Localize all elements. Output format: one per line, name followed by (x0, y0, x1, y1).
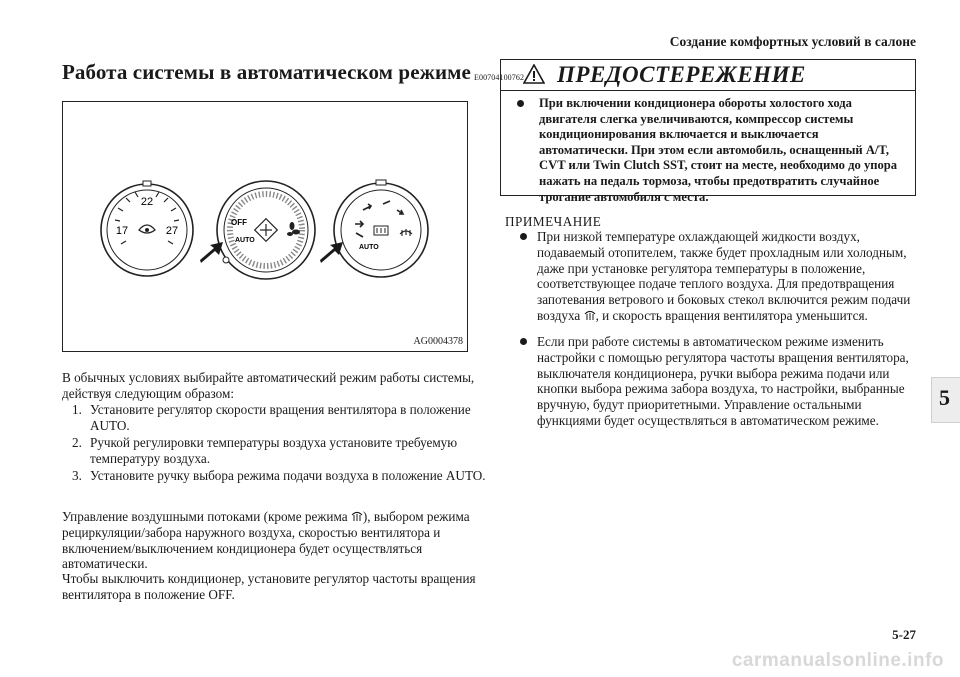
intro-paragraph: В обычных условиях выбирайте автоматический режим работы системы, действуя следующим образом: (62, 370, 475, 401)
temp-low-label: 17 (115, 225, 129, 237)
windshield-defrost-icon (351, 510, 363, 522)
climate-control-illustration (63, 102, 469, 353)
note-item-2-text: Если при работе системы в автоматическом режиме изменить настройки с помощью регулятора частоты вращения вентилятора, выключателя кондиционера, ручки выбора режима подачи или кнопки выбора режима забора воздуха, то настройки, выбранные вручную, будут приоритетными. Управление остальными функциями будет осуществляться в автоматическом режиме. (537, 334, 909, 428)
step-text: Установите регулятор скорости вращения вентилятора в положение AUTO. (90, 402, 471, 433)
list-item (62, 435, 492, 467)
note-item-1 (520, 229, 920, 324)
step-number: 1. (72, 402, 82, 417)
airflow-paragraph (62, 509, 492, 572)
bullet-icon (517, 100, 524, 107)
chapter-tab-number: 5 (939, 385, 950, 410)
bullet-icon (520, 233, 527, 240)
arrow-to-fan-dial (200, 242, 223, 263)
warning-box (500, 59, 916, 204)
section-title-text: Работа системы в автоматическом режиме (62, 60, 471, 84)
temperature-dial (101, 181, 193, 276)
list-item (62, 402, 492, 434)
bullet-icon (520, 338, 527, 345)
windshield-defrost-icon (400, 229, 412, 236)
warning-title: ПРЕДОСТЕРЕЖЕНИЕ (557, 62, 806, 87)
mode-auto-label: AUTO (359, 244, 379, 251)
airflow-text-end: ), выбором режима рециркуляции/забора наружного воздуха, скоростью вентилятора и включением/выключением кондиционера будет осуществляться автоматически. (62, 509, 470, 572)
warning-header (501, 60, 915, 91)
fan-speed-dial (217, 181, 315, 279)
step-text: Установите ручку выбора режима подачи воздуха в положение AUTO. (90, 468, 486, 484)
list-item (62, 468, 492, 484)
fan-auto-label: AUTO (235, 237, 255, 244)
watermark: carmanualsonline.info (731, 650, 944, 671)
mode-dial (334, 180, 428, 277)
windshield-defrost-icon (584, 309, 596, 321)
climate-control-figure (62, 101, 468, 352)
running-header: Создание комфортных условий в салоне (669, 34, 916, 49)
ac-off-paragraph: Чтобы выключить кондиционер, установите регулятор частоты вращения вентилятора в положение OFF. (62, 571, 476, 602)
temp-high-label: 27 (165, 225, 179, 237)
step-number: 3. (72, 468, 82, 484)
warning-body (517, 96, 905, 205)
step-number: 2. (72, 435, 82, 451)
note-item-1-text-end: , и скорость вращения вентилятора уменьшится. (595, 307, 868, 323)
note-item-2 (520, 334, 920, 429)
temp-mid-label: 22 (140, 196, 154, 208)
chapter-tab (931, 377, 960, 423)
airflow-text-start: Управление воздушными потоками (кроме режима (62, 509, 351, 524)
note-item-1-text-start: При низкой температуре охлаждающей жидкости воздух, подаваемый отопителем, также будет прохладным или холодным, даже при установке регулятора температуры в положение, соответствующее подаче теплого воздуха. Для предотвращения запотевания ветрового и боковых стекол включится режим подачи воздуха (537, 229, 911, 323)
note-label: ПРИМЕЧАНИЕ (505, 214, 602, 229)
warning-text: При включении кондиционера обороты холостого хода двигателя слегка увеличиваются, компрессор системы кондиционирования включается и выключается автоматически. При этом если автомобиль, оснащенный A/T, CVT или Twin Clutch SST, стоит на месте, необходимо до упора нажать на педаль тормоза, чтобы предотвратить случайное трогание автомобиля с места. (539, 96, 898, 204)
page-number: 5-27 (892, 627, 916, 642)
fan-off-label: OFF (231, 218, 247, 227)
step-text: Ручкой регулировки температуры воздуха установите требуемую температуру воздуха. (90, 435, 458, 466)
section-code: E00704100762 (473, 73, 525, 82)
figure-code: AG0004378 (413, 336, 463, 347)
warning-triangle-icon (523, 64, 545, 84)
arrow-to-mode-dial (320, 242, 343, 263)
section-title (62, 60, 524, 85)
steps-list (62, 402, 492, 485)
